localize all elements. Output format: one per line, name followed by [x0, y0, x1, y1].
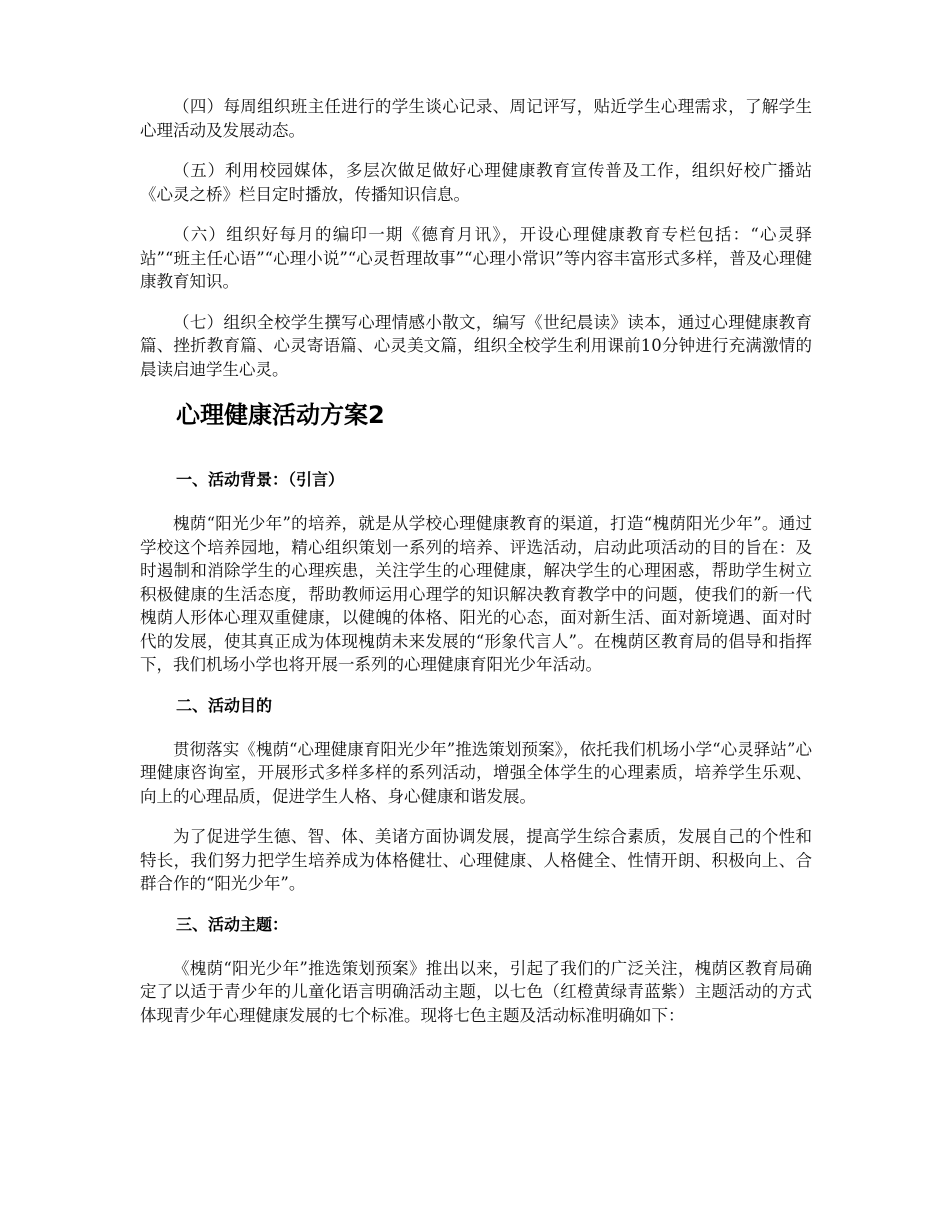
background-paragraph: 槐荫“阳光少年”的培养，就是从学校心理健康教育的渠道，打造“槐荫阳光少年”。通过学校这个培养园地，精心组织策划一系列的培养、评选活动，启动此项活动的目的旨在：及时遏制和消除学生的心理疾患，关注学生的心理健康，解决学生的心理困惑，帮助学生树立积极健康的生活态度，帮助教师运用心理学的知识解决教育教学中的问题，使我们的新一代槐荫人形体心理双重健康，以健魄的体格、阳光的心态，面对新生活、面对新境遇、面对时代的发展，使其真正成为体现槐荫未来发展的“形象代言人”。在槐荫区教育局的倡导和指挥下，我们机场小学也将开展一系列的心理健康育阳光少年活动。 — [140, 514, 812, 674]
section-title: 心理健康活动方案2 — [176, 401, 385, 429]
paragraph-item-4: （四）每周组织班主任进行的学生谈心记录、周记评写，贴近学生心理需求，了解学生心理活动及发展动态。 — [140, 97, 812, 140]
purpose-paragraph-2: 为了促进学生德、智、体、美诸方面协调发展，提高学生综合素质，发展自己的个性和特长，我们努力把学生培养成为体格健壮、心理健康、人格健全、性情开朗、积极向上、合群合作的“阳光少年”。 — [140, 827, 812, 893]
theme-heading: 三、活动主题： — [176, 914, 289, 934]
paragraph-item-5: （五）利用校园媒体，多层次做足做好心理健康教育宣传普及工作，组织好校广播站《心灵之桥》栏目定时播放，传播知识信息。 — [140, 161, 812, 204]
paragraph-item-6: （六）组织好每月的编印一期《德育月讯》，开设心理健康教育专栏包括：“心灵驿站”“班主任心语”“心理小说”“心灵哲理故事”“心理小常识”等内容丰富形式多样，普及心理健康教育知识。 — [140, 225, 812, 291]
theme-paragraph: 《槐荫“阳光少年”推选策划预案》推出以来，引起了我们的广泛关注，槐荫区教育局确定了以适于青少年的儿童化语言明确活动主题，以七色（红橙黄绿青蓝紫）主题活动的方式体现青少年心理健康发展的七个标准。现将七色主题及活动标准明确如下： — [140, 958, 812, 1025]
paragraph-item-7: （七）组织全校学生撰写心理情感小散文，编写《世纪晨读》读本，通过心理健康教育篇、挫折教育篇、心灵寄语篇、心灵美文篇，组织全校学生利用课前10分钟进行充满激情的晨读启迪学生心灵。 — [140, 312, 812, 379]
document-body — [140, 95, 812, 1044]
purpose-paragraph-1: 贯彻落实《槐荫“心理健康育阳光少年”推选策划预案》，依托我们机场小学“心灵驿站”心理健康咨询室，开展形式多样多样的系列活动，增强全体学生的心理素质，培养学生乐观、向上的心理品质，促进学生人格、身心健康和谐发展。 — [140, 739, 812, 806]
background-heading: 一、活动背景：（引言） — [176, 470, 345, 489]
purpose-heading: 二、活动目的 — [176, 695, 273, 715]
